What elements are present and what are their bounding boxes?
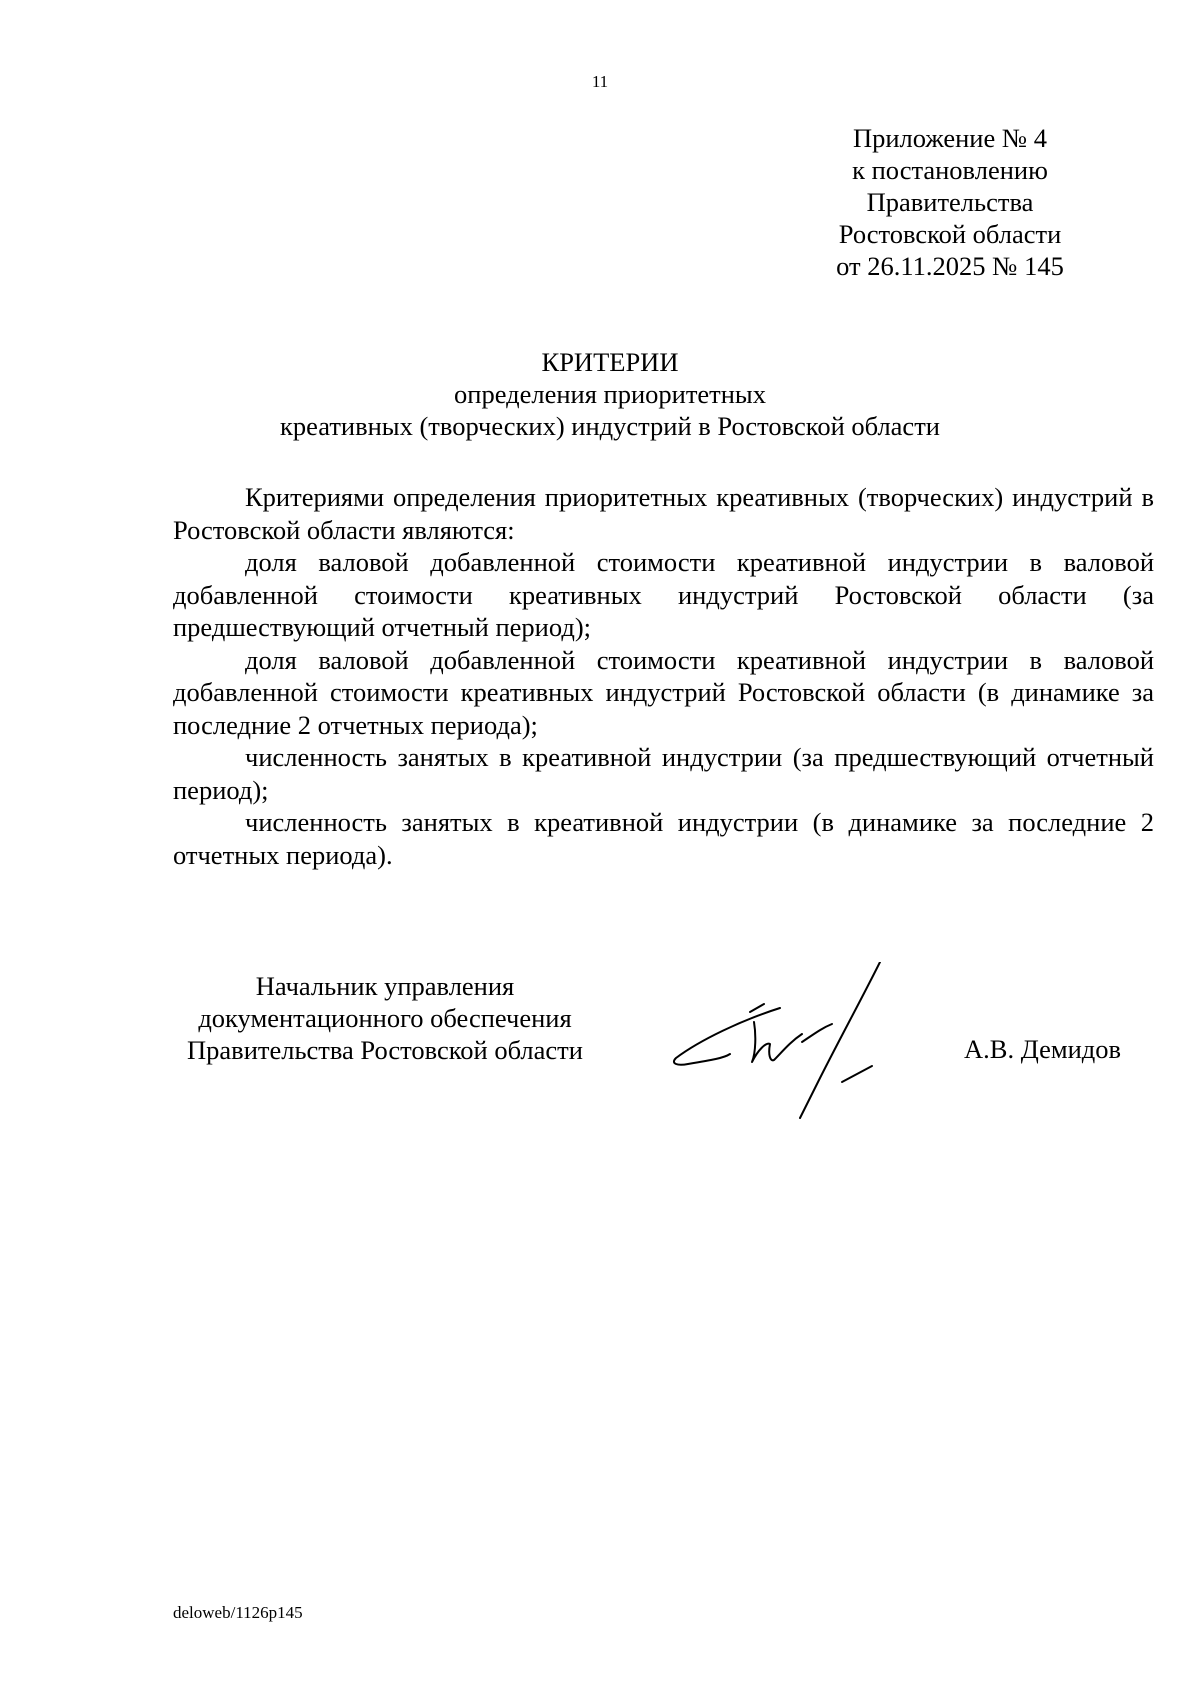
signer-position-line: Начальник управления (255, 971, 515, 1001)
criterion-paragraph: доля валовой добавленной стоимости креативной индустрии в валовой добавленной стоимости креативных индустрий Ростовской области (за предшествующий отчетный период); (173, 547, 1154, 642)
criterion-paragraph: численность занятых в креативной индустрии (в динамике за последние 2 отчетных периода). (173, 807, 1154, 870)
appendix-line: к постановлению (852, 155, 1048, 185)
document-title (160, 346, 1060, 442)
signer-position-line: документационного обеспечения (198, 1003, 572, 1033)
document-code: deloweb/1126p145 (173, 1603, 303, 1622)
appendix-line: Приложение № 4 (852, 123, 1047, 153)
intro-paragraph: Критериями определения приоритетных креативных (творческих) индустрий в Ростовской области являются: (173, 482, 1154, 545)
title-subtitle-line: креативных (творческих) индустрий в Ростовской области (280, 411, 940, 441)
signer-name: А.В. Демидов (964, 1034, 1122, 1064)
signer-position-line: Правительства Ростовской области (187, 1035, 583, 1065)
appendix-header (800, 122, 1100, 282)
title-heading: КРИТЕРИИ (541, 347, 679, 377)
handwritten-signature (672, 962, 972, 1132)
title-subtitle-line: определения приоритетных (454, 379, 766, 409)
criterion-paragraph: доля валовой добавленной стоимости креативной индустрии в валовой добавленной стоимости креативных индустрий Ростовской области (в динамике за последние 2 отчетных периода); (173, 644, 1154, 740)
document-body (173, 481, 1154, 871)
appendix-line: Правительства (866, 187, 1034, 217)
page-number: 11 (591, 72, 609, 91)
criterion-paragraph: численность занятых в креативной индустрии (за предшествующий отчетный период); (173, 742, 1154, 805)
appendix-line: Ростовской области (838, 219, 1062, 249)
appendix-line: от 26.11.2025 № 145 (836, 251, 1064, 281)
signer-position (160, 970, 610, 1066)
